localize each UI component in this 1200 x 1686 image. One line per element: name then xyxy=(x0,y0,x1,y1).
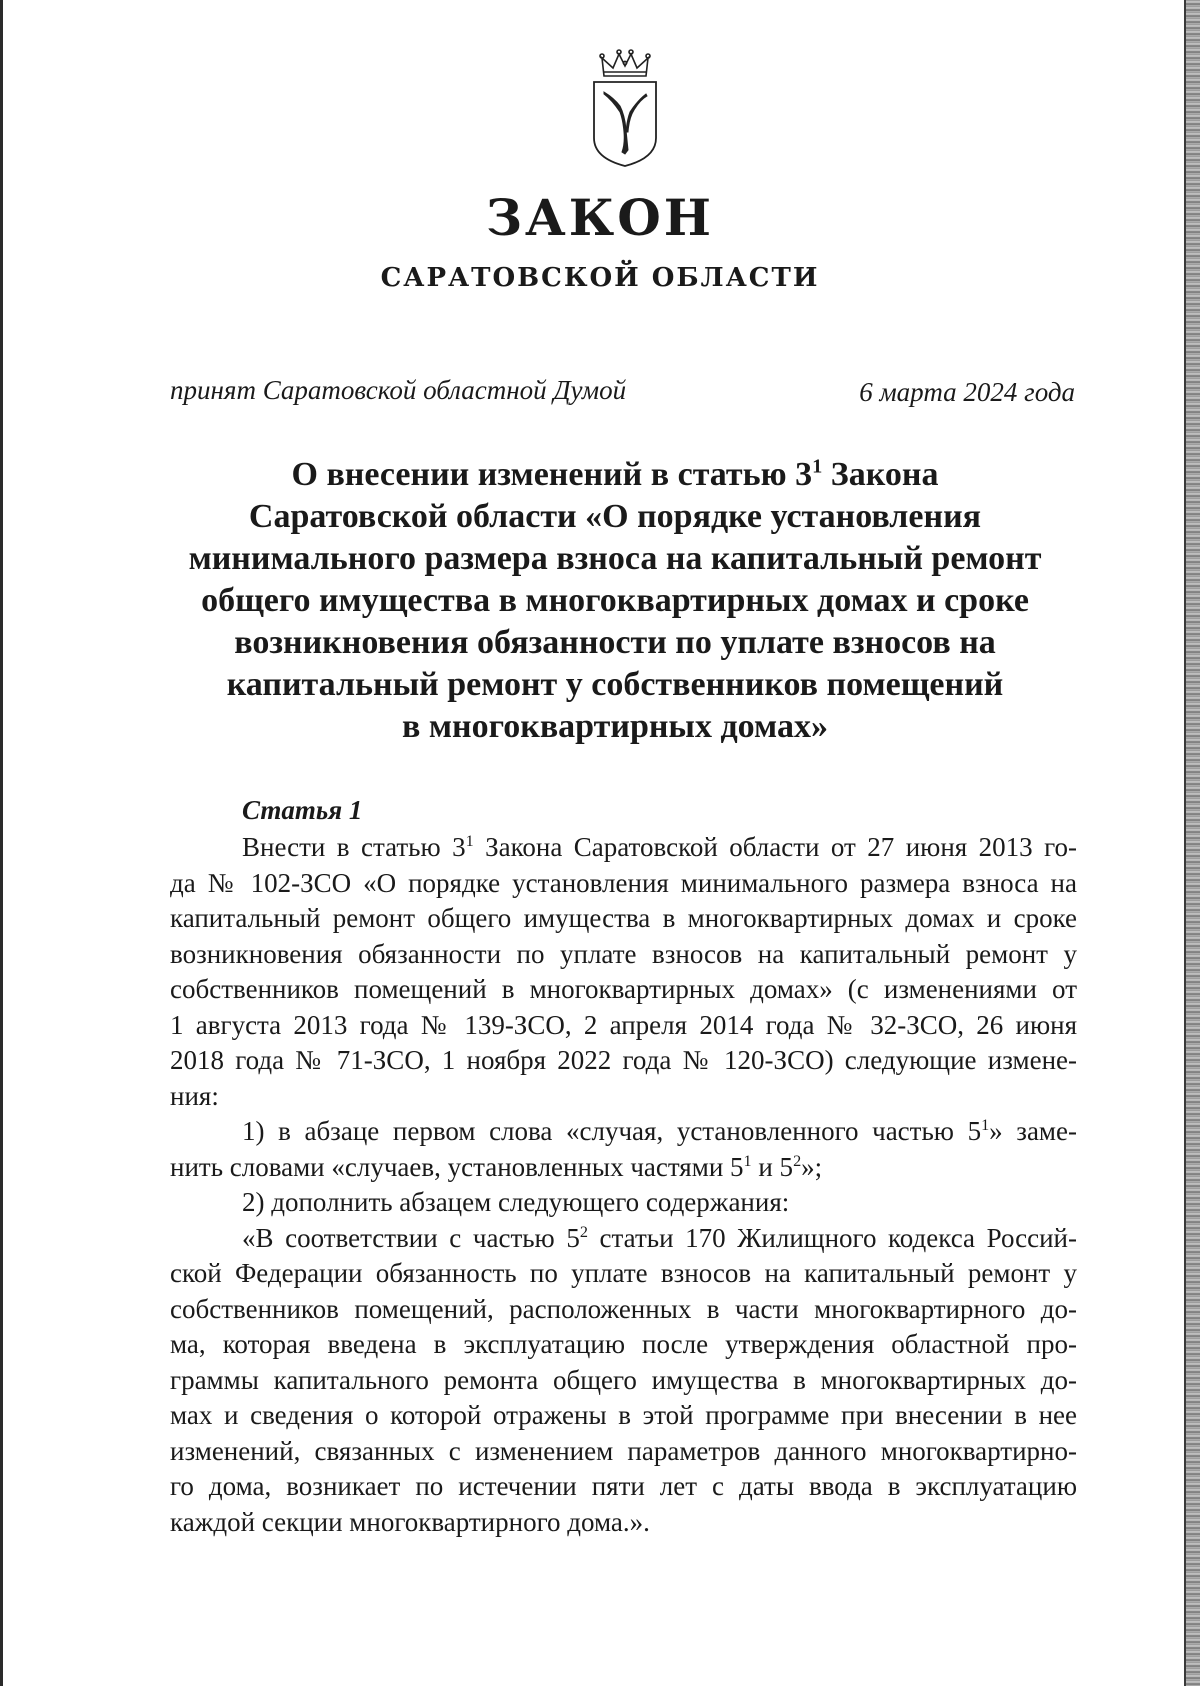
body-line: «В соответствии с частью $5^2$ статьи 170 Жилищного кодекса Россий- xyxy=(242,1222,1077,1253)
heading-line: О внесении изменений в статью $3^1$ Закона xyxy=(291,455,939,493)
heading-line: минимального размера взноса на капитальный ремонт xyxy=(188,540,1042,577)
body-line: да № 102-ЗСО «О порядке установления минимального размера взноса на xyxy=(170,867,1077,898)
law-title: ЗАКОН xyxy=(485,188,715,247)
body-line: 1 августа 2013 года № 139-ЗСО, 2 апреля 2014 года № 32-ЗСО, 26 июня xyxy=(170,1009,1077,1040)
adopted-by: принят Саратовской областной Думой xyxy=(170,375,627,405)
saratov-coat-of-arms-emblem xyxy=(580,46,670,170)
article-body xyxy=(170,830,1077,1540)
body-line: ния: xyxy=(170,1080,219,1111)
heading-line: в многоквартирных домах» xyxy=(402,708,828,745)
heading-line: Саратовской области «О порядке установления xyxy=(248,498,982,535)
scan-edge-right xyxy=(1186,0,1200,1686)
body-line: ма, которая введена в эксплуатацию после утверждения областной про- xyxy=(170,1329,1077,1359)
body-line: Внести в статью $3^1$ Закона Саратовской области от 27 июня 2013 го- xyxy=(242,832,1077,862)
article-title: Статья 1 xyxy=(242,795,363,825)
law-subtitle: САРАТОВСКОЙ ОБЛАСТИ xyxy=(380,263,820,293)
document-heading xyxy=(150,454,1080,748)
body-line: 2018 года № 71-ЗСО, 1 ноября 2022 года № 120-ЗСО) следующие измене- xyxy=(170,1045,1077,1075)
adopted-date: 6 марта 2024 года xyxy=(859,377,1075,407)
body-line: ской Федерации обязанность по уплате взносов на капитальный ремонт у xyxy=(170,1258,1077,1288)
body-line: собственников помещений, расположенных в части многоквартирного до- xyxy=(170,1293,1077,1324)
body-line: капитальный ремонт общего имущества в многоквартирных домах и сроке xyxy=(170,903,1077,933)
body-line: 1) в абзаце первом слова «случая, установленного частью $5^1$» заме- xyxy=(242,1116,1077,1146)
body-line: го дома, возникает по истечении пяти лет с даты ввода в эксплуатацию xyxy=(170,1471,1077,1501)
body-line: изменений, связанных с изменением параметров данного многоквартирно- xyxy=(170,1435,1077,1466)
body-line: нить словами «случаев, установленных частями $5^1$ и $5^2$»; xyxy=(170,1151,823,1182)
body-line: возникновения обязанности по уплате взносов на капитальный ремонт у xyxy=(170,938,1077,969)
body-line: каждой секции многоквартирного дома.». xyxy=(170,1506,650,1537)
body-line: собственников помещений в многоквартирных домах» (с изменениями от xyxy=(170,974,1077,1004)
heading-line: общего имущества в многоквартирных домах и сроке xyxy=(201,582,1029,619)
scan-edge-left xyxy=(0,0,3,1686)
body-line: граммы капитального ремонта общего имущества в многоквартирных до- xyxy=(170,1364,1077,1395)
heading-line: возникновения обязанности по уплате взносов на xyxy=(234,624,996,661)
body-line: 2) дополнить абзацем следующего содержания: xyxy=(242,1187,790,1217)
body-line: мах и сведения о которой отражены в этой программе при внесении в нее xyxy=(170,1400,1077,1430)
heading-line: капитальный ремонт у собственников помещений xyxy=(226,666,1004,703)
